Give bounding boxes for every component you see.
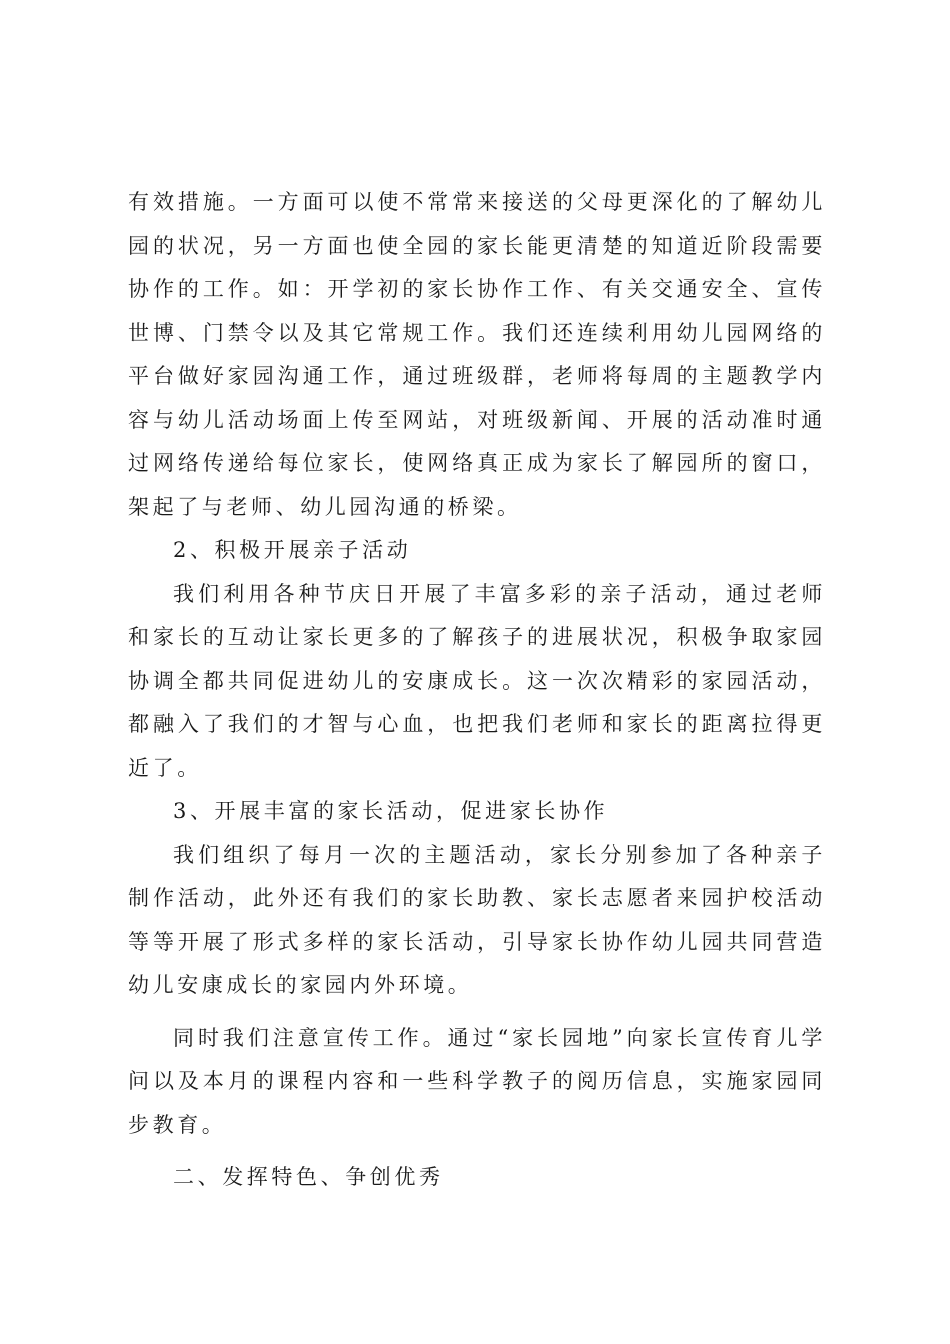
subheading-parent-activities: 3、开展丰富的家长活动，促进家长协作 [173,799,609,823]
subheading-parent-child-activities: 2、积极开展亲子活动 [173,538,412,562]
paragraph-publicity-work: 同时我们注意宣传工作。通过“家长园地”向家长宣传育儿学问以及本月的课程内容和一些科学教子的阅历信息，实施家园同步教育。 [128,1025,826,1137]
paragraph-parent-child-activities: 我们利用各种节庆日开展了丰富多彩的亲子活动，通过老师和家长的互动让家长更多的了解孩子的进展状况，积极争取家园协调全都共同促进幼儿的安康成长。这一次次精彩的家园活动，都融入了我们的才智与心血，也把我们老师和家长的距离拉得更近了。 [128,581,826,780]
document-body [128,181,826,1200]
section-heading-features: 二、发挥特色、争创优秀 [173,1165,444,1189]
paragraph-continuation: 有效措施。一方面可以使不常常来接送的父母更深化的了解幼儿园的状况，另一方面也使全园的家长能更清楚的知道近阶段需要协作的工作。如：开学初的家长协作工作、有关交通安全、宣传世博、门禁令以及其它常规工作。我们还连续利用幼儿园网络的平台做好家园沟通工作，通过班级群，老师将每周的主题教学内容与幼儿活动场面上传至网站，对班级新闻、开展的活动准时通过网络传递给每位家长，使网络真正成为家长了解园所的窗口，架起了与老师、幼儿园沟通的桥梁。 [128,190,826,519]
paragraph-parent-activities: 我们组织了每月一次的主题活动，家长分别参加了各种亲子制作活动，此外还有我们的家长助教、家长志愿者来园护校活动等等开展了形式多样的家长活动，引导家长协作幼儿园共同营造幼儿安康成长的家园内外环境。 [128,842,826,997]
